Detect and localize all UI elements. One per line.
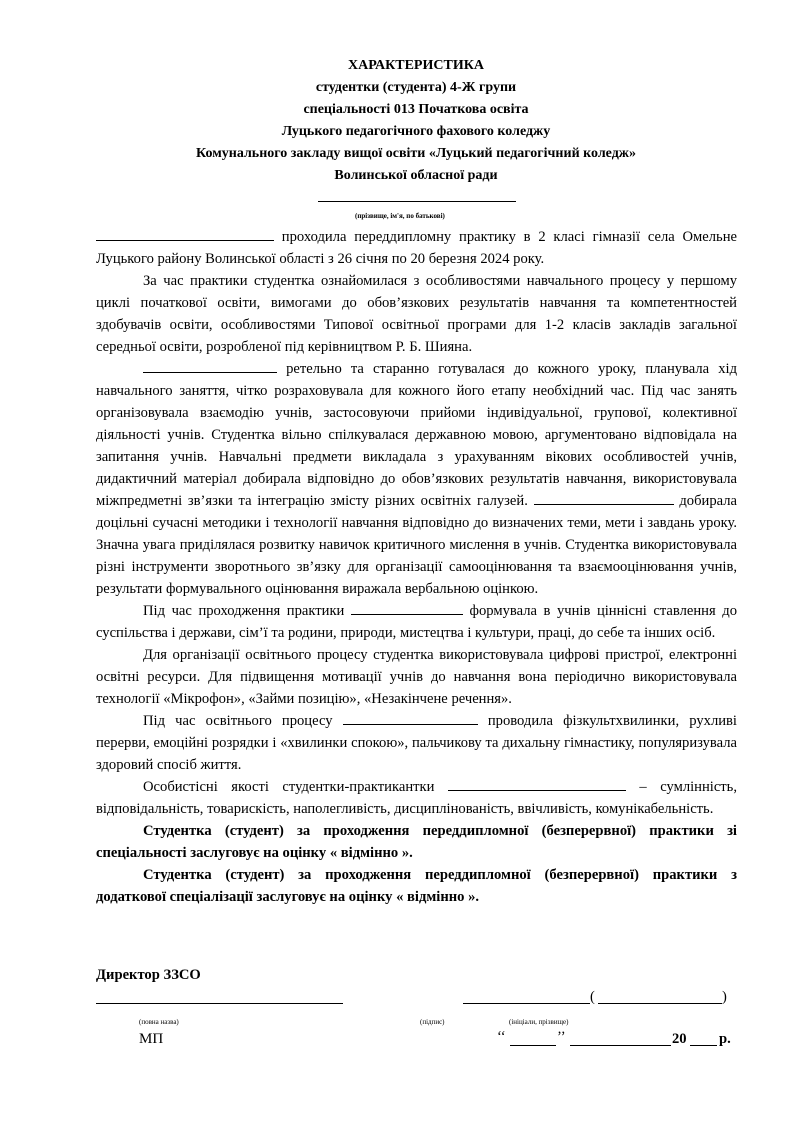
name-blank (96, 227, 274, 241)
date-year-line (690, 1045, 717, 1046)
header-specialty: спеціальності 013 Початкова освіта (303, 102, 529, 117)
paragraph-preparation-text-b: добирала доцільні сучасні методики і технології навчання відповідно до визначених теми, мети і завдань уроку. Значна увага приділялася розвитку навичок критичного мислення в учнів. Студентка використовувала різні інструменти зворотнього зв’язку для організації самооцінювання та взаємооцінювання учнів, результати формувального оцінювання виражала вербальною оцінкою. (96, 493, 737, 597)
document-body (96, 226, 737, 908)
paragraph-health (96, 710, 737, 776)
paragraph-digital: Для організації освітнього процесу студентка використовувала цифрові пристрої, електронні освітні ресурси. Для підвищення мотивації учнів до навчання вона періодично використовувала технології «Мікрофон», «Займи позицію», «Незакінчене речення». (96, 647, 737, 707)
date-year-prefix: 20 (672, 1031, 687, 1047)
header-region: Волинської обласної ради (334, 168, 498, 183)
paragraph-qualities-text-a: Особистісні якості студентки-практикантки (143, 779, 435, 795)
school-name-line (96, 1003, 343, 1004)
caption-signature: (підпис) (420, 1018, 445, 1026)
paragraph-preparation (96, 358, 737, 600)
name-blank (143, 359, 277, 373)
paragraph-preparation-text-a: ретельно та старанно готувалася до кожного уроку, планувала хід навчального заняття, чітко розраховувала для кожного його етапу необхідний час. Під час занять організовувала взаємодію учнів, застосовуючи прийоми індивідуальної, групової, колективної діяльності учнів. Студентка вільно спілкувалася державною мовою, аргументовано відповідала на запитання учнів. Навчальні предмети викладала з урахуванням вікових особливостей учнів, дидактичний матеріал добирала відповідно до обов’язкових результатів навчання, використовувала міжпредметні зв’язки та інтеграцію змісту різних освітніх галузей. (96, 361, 737, 509)
name-blank (351, 601, 463, 615)
stamp-mark: МП (139, 1031, 164, 1047)
student-name-caption: (прізвище, ім'я, по батькові) (355, 212, 445, 220)
date-day-line (510, 1045, 556, 1046)
document-title: ХАРАКТЕРИСТИКА (348, 58, 484, 73)
date-month-line (570, 1045, 671, 1046)
date-quote-close: ’’ (557, 1029, 566, 1045)
caption-full-name: (повна назва) (139, 1018, 179, 1026)
paragraph-health-text-a: Під час освітнього процесу (143, 713, 333, 729)
name-blank (534, 491, 674, 505)
date-year-suffix: р. (719, 1031, 731, 1047)
paragraph-familiarization: За час практики студентка ознайомилася з особливостями навчального процесу у першому циклі початкової освіти, вимогами до обов’язкових результатів навчання та компетентностей здобувачів освіти, особливостями Типової освітньої програми для 1-2 класів закладів загальної середньої освіти, розробленої під керівництвом Р. Б. Шияна. (96, 273, 737, 355)
paragraph-values-text-b: формувала в учнів ціннісні ставлення до суспільства і держави, сім’ї та родини, природи, мистецтва і культури, праці, до себе та інших осіб. (96, 603, 737, 641)
initials-line (598, 1003, 722, 1004)
grade-specialization: Студентка (студент) за проходження переддипломної (безперервної) практики з додаткової спеціалізації заслуговує на оцінку « відмінно ». (96, 867, 737, 905)
header-college: Луцького педагогічного фахового коледжу (281, 124, 551, 139)
open-paren: ( (590, 989, 595, 1005)
caption-initials: (ініціали, прізвище) (509, 1018, 569, 1026)
paragraph-values-text-a: Під час проходження практики (143, 603, 345, 619)
header-student-group: студентки (студента) 4-Ж групи (315, 80, 517, 95)
paragraph-practice (96, 226, 737, 270)
paragraph-health-text-b: проводила фізкультхвилинки, рухливі перерви, емоційні розрядки і «хвилинки спокою», пальчикову та дихальну гімнастику, популяризувала здоровий спосіб життя. (96, 713, 737, 773)
name-blank (448, 777, 626, 791)
name-blank (343, 711, 478, 725)
paragraph-values (96, 600, 737, 644)
header-institution: Комунального закладу вищої освіти «Луцький педагогічний коледж» (196, 146, 636, 161)
grade-specialty: Студентка (студент) за проходження переддипломної (безперервної) практики зі спеціальності заслуговує на оцінку « відмінно ». (96, 823, 737, 861)
student-name-line (318, 201, 516, 202)
date-quote-open: ‘‘ (497, 1029, 506, 1045)
close-paren: ) (722, 989, 727, 1005)
signature-line (463, 1003, 590, 1004)
director-label: Директор ЗЗСО (96, 967, 201, 983)
paragraph-personal-qualities (96, 776, 737, 820)
paragraph-practice-text: проходила переддипломну практику в 2 класі гімназії села Омельне Луцького району Волинської області з 26 січня по 20 березня 2024 року. (96, 229, 737, 267)
paragraph-qualities-text-b: – сумлінність, відповідальність, товарискість, наполегливість, дисциплінованість, ввічливість, комунікабельність. (96, 779, 737, 817)
